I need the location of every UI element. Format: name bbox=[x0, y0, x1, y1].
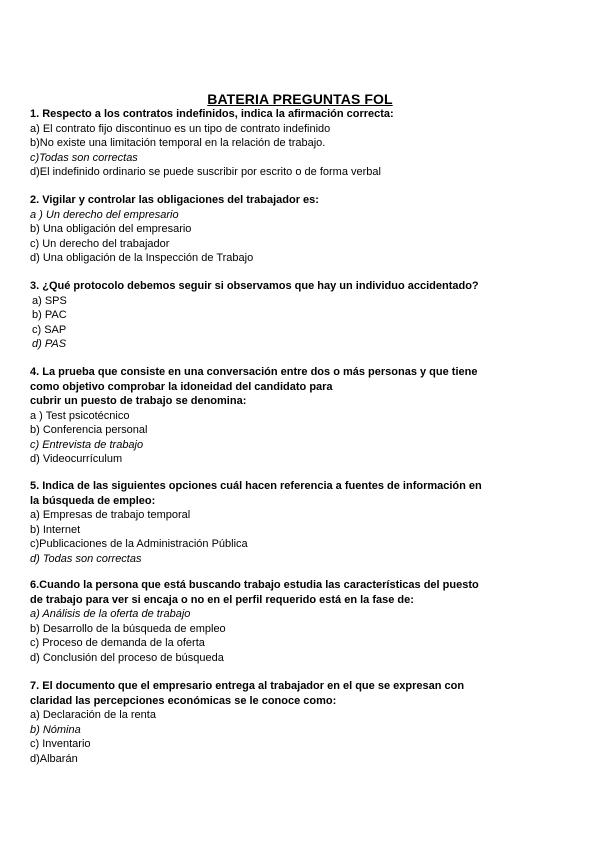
option-d: d) Conclusión del proceso de búsqueda bbox=[30, 651, 224, 664]
question-2 bbox=[30, 193, 575, 266]
option-a: a) Declaración de la renta bbox=[30, 709, 156, 721]
option-b: b) Nómina bbox=[30, 723, 81, 736]
question-1 bbox=[30, 107, 575, 180]
question-6 bbox=[30, 578, 575, 665]
question-text-line-2: la búsqueda de empleo: bbox=[30, 494, 156, 507]
option-b: b) Internet bbox=[30, 523, 81, 536]
option-b: b) Conferencia personal bbox=[30, 424, 148, 436]
option-c: c) Inventario bbox=[30, 738, 91, 750]
option-c: c) Entrevista de trabajo bbox=[30, 438, 144, 451]
page-title: BATERIA PREGUNTAS FOL bbox=[207, 91, 393, 107]
question-text-line-2: claridad las percepciones económicas se le conoce como: bbox=[30, 694, 337, 707]
option-c: c) SAP bbox=[32, 323, 67, 336]
question-text-line-1: 4. La prueba que consiste en una conversación entre dos o más personas y que tiene bbox=[30, 366, 478, 378]
question-5 bbox=[30, 479, 575, 566]
option-d: d) Una obligación de la Inspección de Trabajo bbox=[30, 252, 254, 264]
question-text: 2. Vigilar y controlar las obligaciones del trabajador es: bbox=[30, 194, 319, 206]
question-7 bbox=[30, 679, 575, 766]
option-c: c)Todas son correctas bbox=[30, 151, 138, 164]
option-a: a ) Un derecho del empresario bbox=[30, 208, 179, 221]
question-text: 3. ¿Qué protocolo debemos seguir si observamos que hay un individuo accidentado? bbox=[30, 280, 479, 292]
option-a: a ) Test psicotécnico bbox=[30, 409, 130, 422]
option-d: d)El indefinido ordinario se puede suscribir por escrito o de forma verbal bbox=[30, 166, 381, 178]
option-a: a) El contrato fijo discontinuo es un tipo de contrato indefinido bbox=[30, 122, 331, 135]
option-b: b) Desarrollo de la búsqueda de empleo bbox=[30, 622, 226, 635]
option-d: d) Videocurrículum bbox=[30, 453, 123, 465]
option-d: d) PAS bbox=[32, 338, 67, 350]
option-b: b) Una obligación del empresario bbox=[30, 223, 192, 235]
option-d: d) Todas son correctas bbox=[30, 552, 142, 565]
question-3 bbox=[30, 279, 575, 352]
question-text-line-1: 6.Cuando la persona que está buscando trabajo estudia las características del puesto bbox=[30, 579, 479, 591]
question-text-line-1: 5. Indica de las siguientes opciones cuál hacen referencia a fuentes de información en bbox=[30, 480, 482, 492]
option-b: b)No existe una limitación temporal en la relación de trabajo. bbox=[30, 137, 326, 149]
question-text: 1. Respecto a los contratos indefinidos, indica la afirmación correcta: bbox=[30, 108, 394, 120]
option-d: d)Albarán bbox=[30, 752, 78, 765]
question-text-line-2: de trabajo para ver si encaja o no en el perfil requerido está en la fase de: bbox=[30, 593, 414, 606]
question-4 bbox=[30, 365, 575, 467]
question-text-line-3: cubrir un puesto de trabajo se denomina: bbox=[30, 395, 247, 407]
question-text-line-2: como objetivo comprobar la idoneidad del candidato para bbox=[30, 380, 333, 393]
option-c: c)Publicaciones de la Administración Pública bbox=[30, 538, 248, 550]
option-c: c) Un derecho del trabajador bbox=[30, 237, 170, 250]
option-a: a) SPS bbox=[32, 294, 67, 307]
option-a: a) Análisis de la oferta de trabajo bbox=[30, 608, 191, 620]
option-a: a) Empresas de trabajo temporal bbox=[30, 509, 191, 521]
question-text-line-1: 7. El documento que el empresario entrega al trabajador en el que se expresan con bbox=[30, 680, 465, 692]
option-c: c) Proceso de demanda de la oferta bbox=[30, 637, 205, 649]
option-b: b) PAC bbox=[32, 309, 67, 321]
